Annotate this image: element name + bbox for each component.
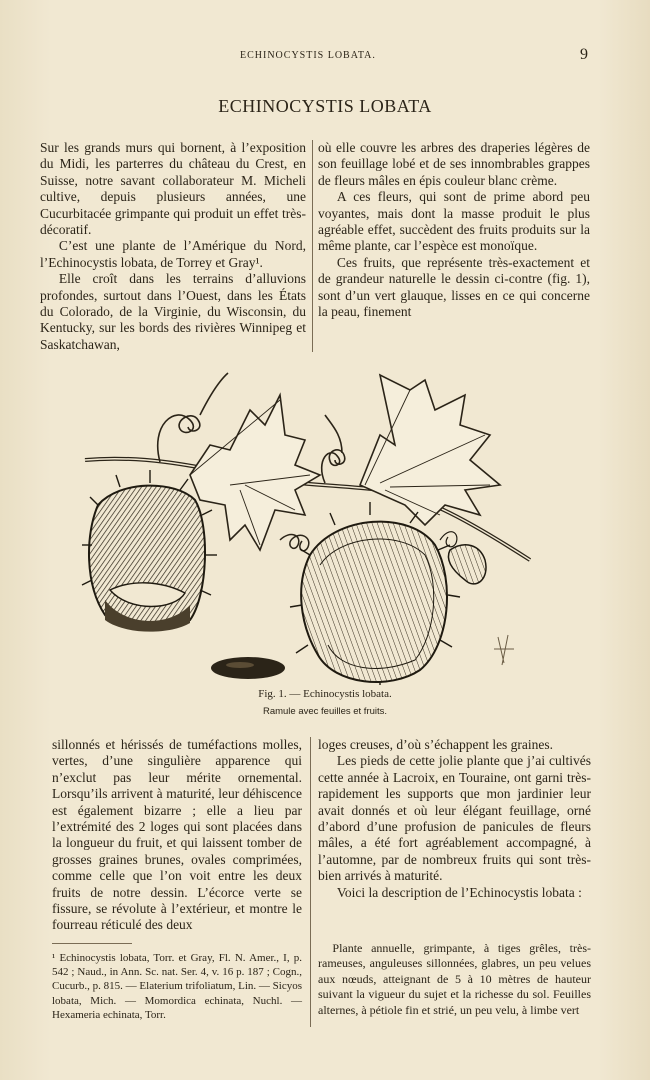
article-title: ECHINOCYSTIS LOBATA [218, 96, 432, 116]
figure-subcaption: Ramule avec feuilles et fruits. [262, 706, 388, 717]
paragraph: Plante annuelle, grimpante, à tiges grêles, très-rameuses, anguleuses sillonnées, glabres, un peu velues aux nœuds, atteignant de 5 à 10 mètres de hauteur suivant la vigueur du sujet et la richesse du sol. Feuilles alternes, à pétiole fin et strié, un peu velu, à limbe vert [318, 941, 591, 1017]
top-right-column [318, 140, 590, 320]
paragraph: sillonnés et hérissés de tuméfactions molles, vertes, d’une singulière apparence qui n’exclut pas leur mérite ornemental. Lorsqu’ils arrivent à maturité, leur déhiscence est également bizarre ; elle a lieu par l’extrémité des 2 loges qui sont placées dans la longueur du fruit, et qui laissent tomber de grosses graines brunes, ovales comprimées, comme celle que l’on voit entre les deux fruits de notre dessin. L’écorce verte se fissure, se révolute à l’extérieur, et montre le fourreau réticulé des deux [52, 737, 302, 933]
footnote: ¹ Echinocystis lobata, Torr. et Gray, Fl. N. Amer., I, p. 542 ; Naud., in Ann. Sc. nat. Ser. 4, v. 16 p. 187 ; Cogn., Cucurb., p. 815. — Elaterium trifoliatum, Lin. — Sicyos lobata, Mich. — Momordica echinata, Nuchl. — Hexameria echinata, Torr. [52, 952, 302, 1021]
footnote-rule [52, 943, 132, 944]
paragraph: où elle couvre les arbres des draperies légères de son feuillage lobé et de ses innombrables grappes de fleurs mâles en épis couleur blanc crème. [318, 140, 590, 188]
figure-caption: Fig. 1. — Echinocystis lobata. [258, 688, 392, 700]
running-head: ECHINOCYSTIS LOBATA. [240, 50, 376, 61]
bottom-right-column [318, 737, 591, 901]
paragraph: Voici la description de l’Echinocystis lobata : [336, 884, 582, 900]
plant-description [318, 941, 591, 1018]
paragraph: Les pieds de cette jolie plante que j’ai cultivés cette année à Lacroix, en Touraine, ont garni très-rapidement les supports que mon jardinier leur avait donnés et où leur élégant feuillage, orné d’abord d’une profusion de panicules de fleurs mâles, a été fort agréablement accompagné, à l’automne, par de nombreux fruits qui sont très-bien arrivés à maturité. [318, 753, 591, 884]
page-number: 9 [580, 46, 588, 63]
tendril [280, 535, 309, 551]
top-left-column [40, 140, 306, 353]
column-rule [312, 140, 313, 352]
bottom-left-column [52, 737, 302, 934]
opened-fruit [82, 470, 217, 632]
tendril [322, 415, 345, 483]
paragraph: Elle croît dans les terrains d’alluvions profondes, surtout dans l’Ouest, dans les États du Colorado, de la Virginie, du Wisconsin, du Kentucky, sur les bords des rivières Winnipeg et Saskatchawan, [40, 271, 306, 352]
engraver-monogram [494, 635, 514, 665]
seed [211, 657, 285, 679]
paragraph: loges creuses, d’où s’échappent les graines. [318, 737, 554, 752]
flower-bud [448, 545, 486, 584]
paragraph: A ces fleurs, qui sont de prime abord peu voyantes, mais dont la masse produit le plus agréable effet, succèdent des fruits produits sur la même plante, car l’espèce est monoïque. [318, 189, 590, 254]
paragraph: C’est une plante de l’Amérique du Nord, l’Echinocystis lobata, de Torrey et Gray¹. [40, 238, 306, 270]
column-rule [310, 737, 311, 1027]
spiny-fruit [290, 502, 460, 685]
leaf [190, 395, 320, 550]
leaf [360, 375, 500, 525]
paragraph: Ces fruits, que représente très-exactement et de grandeur naturelle le dessin ci-contre (fig. 1), sont d’un vert glauque, lisses en ce qui concerne la peau, finement [318, 254, 590, 320]
botanical-illustration [80, 365, 550, 685]
paragraph: Sur les grands murs qui bornent, à l’exposition du Midi, les parterres du château du Crest, en Suisse, notre savant collaborateur M. Micheli cultive, depuis plusieurs années, une Cucurbitacée grimpante qui produit un effet très-décoratif. [40, 140, 306, 238]
